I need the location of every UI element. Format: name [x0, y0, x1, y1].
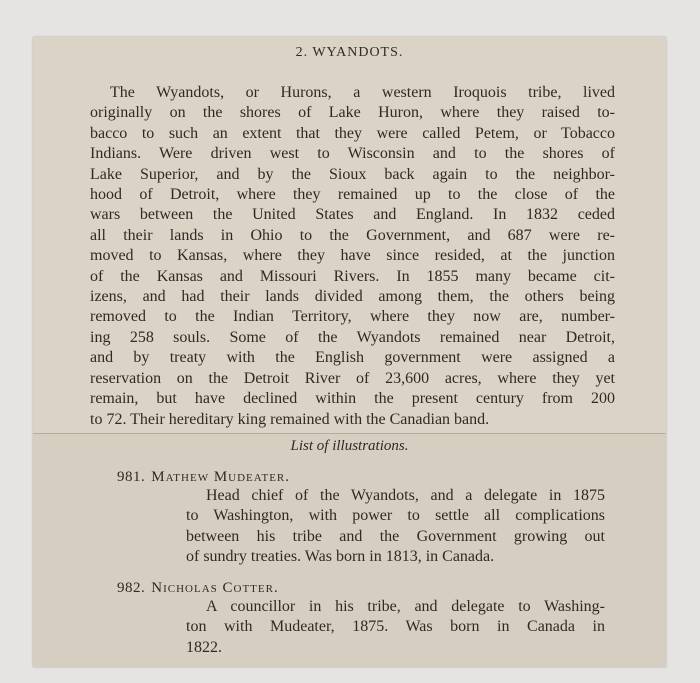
upper-clipping [33, 37, 666, 434]
entry-heading [117, 469, 290, 486]
section-heading: 2. WYANDOTS. [295, 45, 404, 60]
body-line: izens, and had their lands divided among them, the others being [90, 288, 615, 306]
body-paragraph [90, 83, 615, 430]
entry-line: between his tribe and the Government growing out [186, 527, 605, 545]
list-title: List of illustrations. [290, 438, 409, 454]
entry-number: 981. [117, 469, 146, 485]
document-sheet [33, 37, 666, 667]
entry-name: Nicholas Cotter. [151, 580, 279, 596]
body-line: to 72. Their hereditary king remained with the Canadian band. [90, 410, 490, 428]
body-line: hood of Detroit, where they remained up to the close of the [90, 186, 615, 204]
body-line: bacco to such an extent that they were called Petem, or Tobacco [90, 124, 615, 142]
body-line: Lake Superior, and by the Sioux back again to the neighbor- [90, 165, 615, 183]
entry-line: A councillor in his tribe, and delegate to Washing- [206, 598, 605, 615]
body-line: removed to the Indian Territory, where they now are, number- [90, 308, 615, 326]
body-line: originally on the shores of Lake Huron, where they raised to- [90, 104, 615, 122]
entry-line: 1822. [186, 638, 222, 656]
body-line: and by treaty with the English government were assigned a [90, 349, 615, 367]
body-line: moved to Kansas, where they have since resided, at the junction [90, 247, 615, 265]
body-line: wars between the United States and England. In 1832 ceded [90, 206, 615, 224]
entry-number: 982. [117, 580, 146, 596]
entry-description [186, 597, 605, 658]
entry-name: Mathew Mudeater. [151, 469, 291, 485]
body-line: all their lands in Ohio to the Government, and 687 were re- [90, 226, 615, 244]
entry-line: to Washington, with power to settle all complications [186, 507, 605, 525]
body-line: reservation on the Detroit River of 23,600 acres, where they yet [90, 369, 615, 387]
entry-heading [117, 580, 279, 597]
entry-line: ton with Mudeater, 1875. Was born in Canada in [186, 618, 605, 636]
body-line: of the Kansas and Missouri Rivers. In 1855 many became cit- [90, 267, 615, 285]
entry-line: of sundry treaties. Was born in 1813, in Canada. [186, 548, 495, 566]
body-line: The Wyandots, or Hurons, a western Iroquois tribe, lived [110, 84, 615, 101]
entry-description [186, 486, 605, 568]
entry-line: Head chief of the Wyandots, and a delegate in 1875 [206, 487, 605, 504]
body-line: ing 258 souls. Some of the Wyandots remained near Detroit, [90, 328, 615, 346]
body-line: Indians. Were driven west to Wisconsin and to the shores of [90, 145, 615, 163]
body-line: remain, but have declined within the present century from 200 [90, 390, 615, 408]
